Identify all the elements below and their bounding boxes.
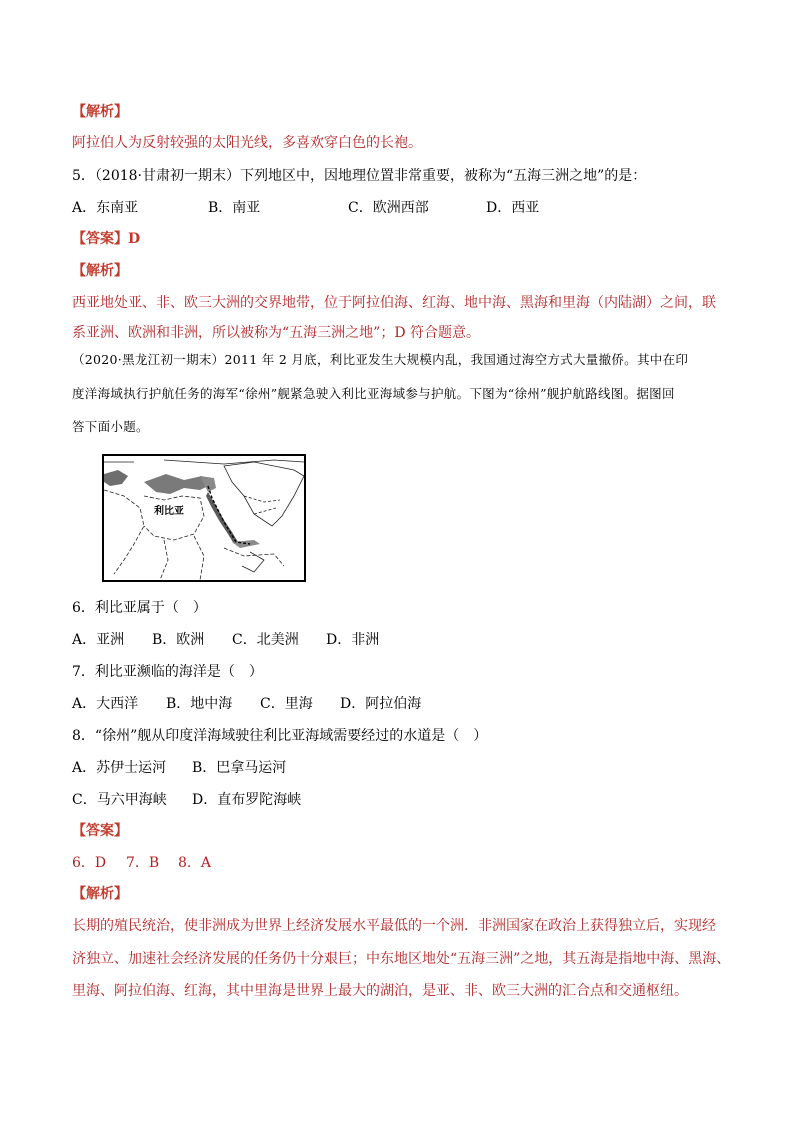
option-a: A．大西洋 xyxy=(72,696,139,712)
option-c: C．欧洲西部 xyxy=(348,200,429,216)
option-d: D．阿拉伯海 xyxy=(340,696,422,712)
passage-line: （2020·黑龙江初一期末）2011 年 2 月底，利比亚发生大规模内乱，我国通过海空方式大量撤侨。其中在印 xyxy=(72,352,689,367)
question-8-stem: 8．“徐州”舰从印度洋海域驶往利比亚海域需要经过的水道是（ ） xyxy=(72,728,488,744)
analysis-heading: 【解析】 xyxy=(72,104,128,120)
option-c: C．里海 xyxy=(260,696,313,712)
question-6-stem: 6．利比亚属于（ ） xyxy=(72,600,207,616)
answer-6: 6．D xyxy=(72,855,107,871)
question-6-options xyxy=(72,630,379,650)
map-graphic xyxy=(104,456,304,580)
option-b: B．南亚 xyxy=(208,200,261,216)
question-7-stem: 7．利比亚濒临的海洋是（ ） xyxy=(72,664,263,680)
option-a: A．东南亚 xyxy=(72,200,139,216)
passage-line: 答下面小题。 xyxy=(72,419,149,434)
question-7-options xyxy=(72,694,421,714)
option-b: B．巴拿马运河 xyxy=(192,760,287,776)
option-a: A．亚洲 xyxy=(72,632,125,648)
answer-heading: 【答案】D xyxy=(72,231,141,247)
option-d: D．直布罗陀海峡 xyxy=(192,792,302,808)
analysis-text-line: 西亚地处亚、非、欧三大洲的交界地带，位于阿拉伯海、红海、地中海、黑海和里海（内陆湖）之间，联 xyxy=(72,295,716,311)
option-a: A．苏伊士运河 xyxy=(72,760,167,776)
map-label-libya: 利比亚 xyxy=(154,506,184,517)
option-c: C．马六甲海峡 xyxy=(72,792,167,808)
question-8-options-row2 xyxy=(72,790,301,810)
question-8-options-row1 xyxy=(72,758,286,778)
analysis-heading: 【解析】 xyxy=(72,886,128,902)
answer-7: 7．B xyxy=(126,855,160,871)
option-d: D．非洲 xyxy=(326,632,380,648)
option-b: B．欧洲 xyxy=(152,632,205,648)
option-c: C．北美洲 xyxy=(232,632,299,648)
passage-line: 度洋海域执行护航任务的海军“徐州”舰紧急驶入利比亚海域参与护航。下图为“徐州”舰护航路线图。据图回 xyxy=(72,386,675,401)
answer-heading: 【答案】 xyxy=(72,823,128,839)
analysis-text-line: 济独立、加速社会经济发展的任务仍十分艰巨；中东地区地处“五海三洲”之地，其五海是指地中海、黑海、 xyxy=(72,951,731,967)
analysis-text-line: 长期的殖民统治，使非洲成为世界上经济发展水平最低的一个洲．非洲国家在政治上获得独立后，实现经 xyxy=(72,918,716,934)
option-b: B．地中海 xyxy=(166,696,233,712)
option-d: D．西亚 xyxy=(486,200,540,216)
question-5-options xyxy=(72,198,539,218)
analysis-text: 阿拉伯人为反射较强的太阳光线，多喜欢穿白色的长袍。 xyxy=(72,135,422,151)
analysis-heading: 【解析】 xyxy=(72,263,128,279)
escort-route-map xyxy=(102,454,306,582)
answer-8: 8．A xyxy=(178,855,212,871)
analysis-text-line: 系亚洲、欧洲和非洲，所以被称为“五海三洲之地”；D 符合题意。 xyxy=(72,325,480,341)
question-5-stem: 5．（2018·甘肃初一期末）下列地区中，因地理位置非常重要，被称为“五海三洲之地”的是： xyxy=(72,168,647,184)
answer-values xyxy=(72,853,211,873)
analysis-text-line: 里海、阿拉伯海、红海，其中里海是世界上最大的湖泊，是亚、非、欧三大洲的汇合点和交通枢纽。 xyxy=(72,983,688,999)
